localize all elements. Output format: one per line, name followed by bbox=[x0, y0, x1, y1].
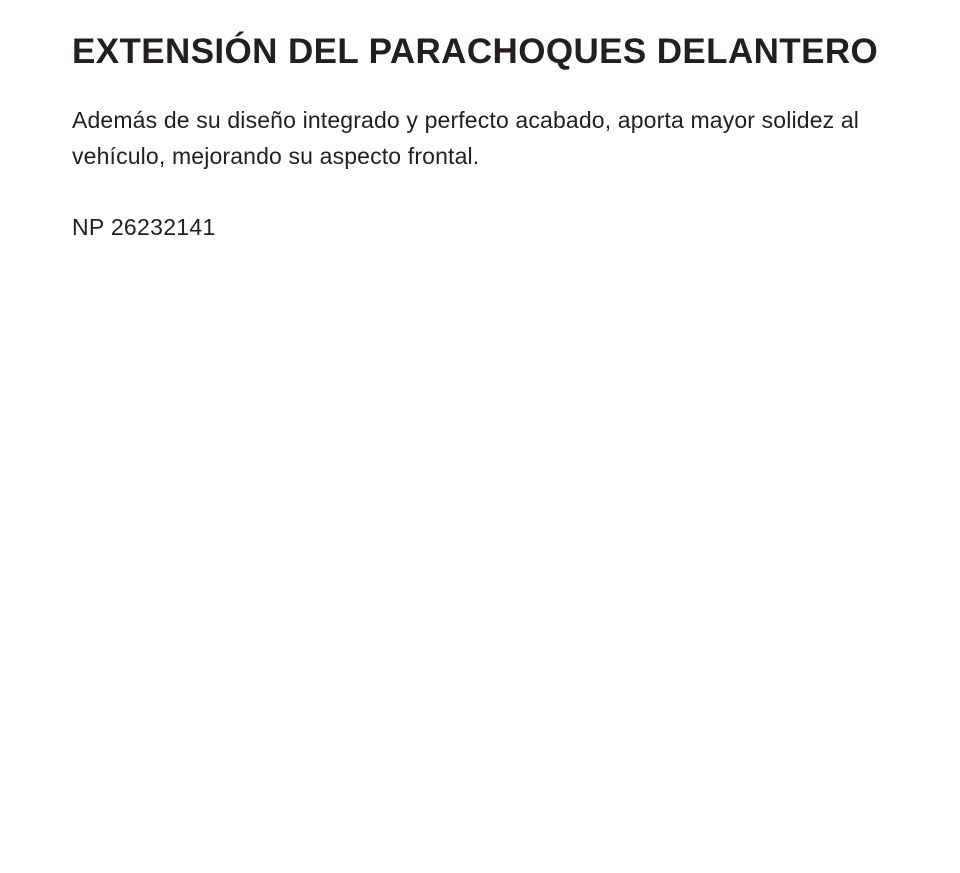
part-number: NP 26232141 bbox=[72, 214, 216, 240]
content-spacer bbox=[72, 242, 904, 802]
product-description: Además de su diseño integrado y perfecto acabado, aporta mayor solidez al vehículo, mejorando su aspecto frontal. bbox=[72, 107, 860, 169]
page-title: EXTENSIÓN DEL PARACHOQUES DELANTERO bbox=[72, 32, 879, 71]
